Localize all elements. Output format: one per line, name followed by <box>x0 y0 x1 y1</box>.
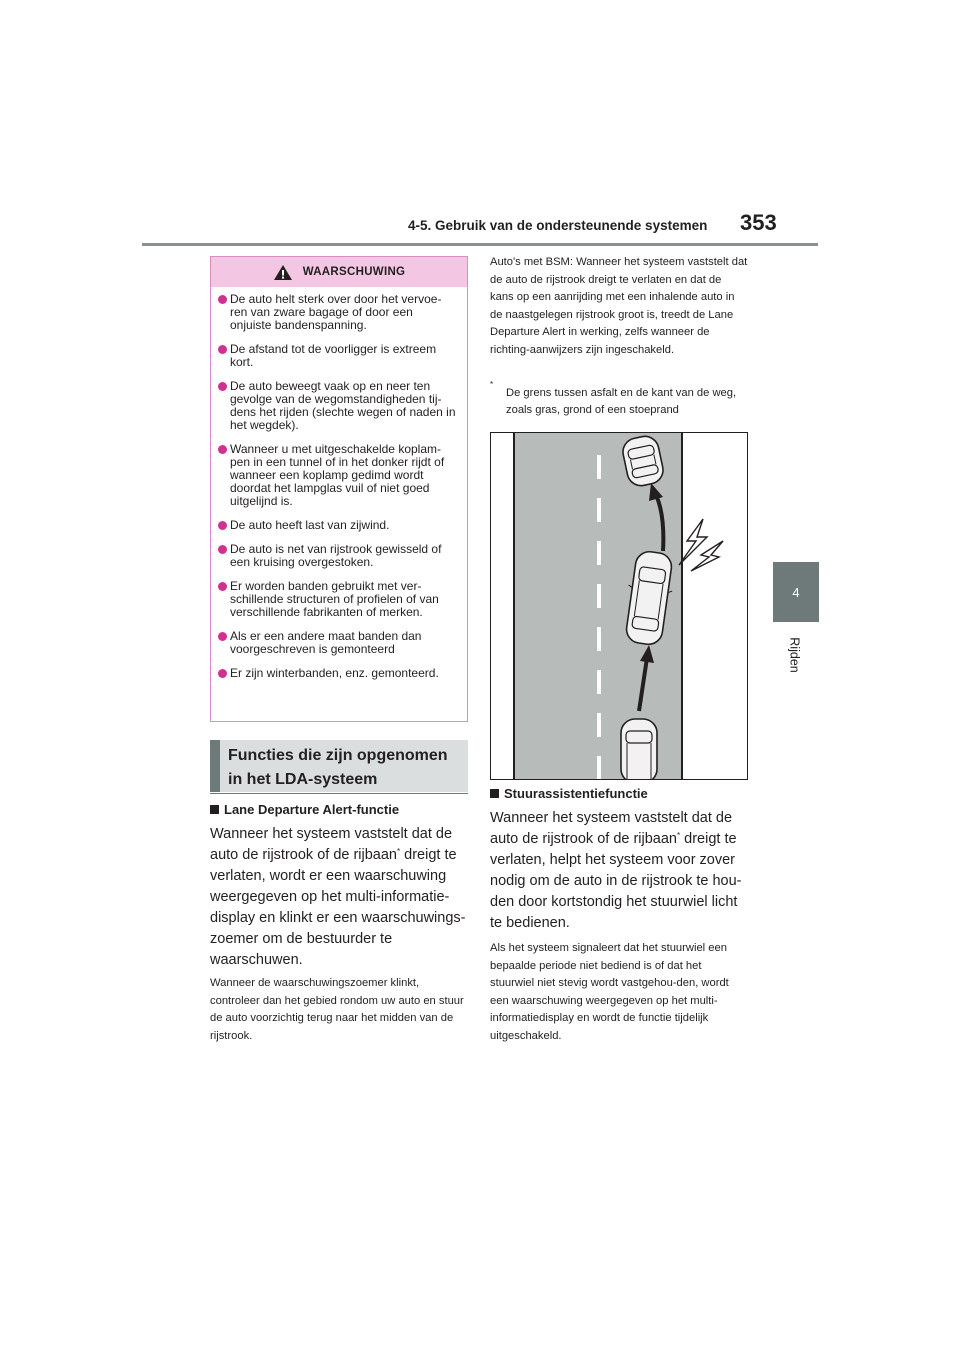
section-header: 4-5. Gebruik van de ondersteunende systemen <box>408 218 708 233</box>
chapter-tab <box>773 562 819 622</box>
steering-assist-heading: Stuurassistentiefunctie <box>490 786 648 801</box>
footnote-mark: * <box>397 847 401 856</box>
square-bullet-icon <box>490 789 499 798</box>
header-rule <box>142 243 818 246</box>
warning-item: Er worden banden gebruikt met ver-schillende structuren of profielen of van verschillende fabrikanten of merken. <box>218 580 457 619</box>
bullet-icon <box>218 521 227 530</box>
warning-item: De auto helt sterk over door het vervoe-ren van zware bagage of door een onjuiste bandenspanning. <box>218 293 457 332</box>
illustration-svg <box>491 433 748 780</box>
warning-item: Als er een andere maat banden dan voorgeschreven is gemonteerd <box>218 630 457 656</box>
warning-item: De auto is net van rijstrook gewisseld of een kruising overgestoken. <box>218 543 457 569</box>
warning-box <box>210 256 468 722</box>
chapter-title: Rijden <box>788 637 802 673</box>
page-number: 353 <box>740 210 777 235</box>
bullet-icon <box>218 669 227 678</box>
bullet-icon <box>218 445 227 454</box>
footnote: * De grens tussen asfalt en de kant van de weg, zoals gras, grond of een stoeprand <box>490 380 737 416</box>
steering-assist-body: Wanneer het systeem vaststelt dat de auto de rijstrook of de rijbaan* dreigt te verlaten, helpt het systeem voor zover nodig om de auto in de rijstrook te hou-den door kortstondig het stuurwiel licht te bedienen. <box>490 810 742 931</box>
bullet-icon <box>218 545 227 554</box>
bullet-icon <box>218 382 227 391</box>
lane-departure-heading: Lane Departure Alert-functie <box>210 802 399 817</box>
warning-header <box>211 257 467 287</box>
bsm-note: Auto's met BSM: Wanneer het systeem vaststelt dat de auto de rijstrook dreigt te verlaten en dat de kans op een aanrijding met een inhalende auto in de naastgelegen rijstrook groot is, treedt de Lane Departure Alert in werking, zelfs wanneer de richting-aanwijzers zijn ingeschakeld. <box>490 256 748 356</box>
warning-icon <box>273 264 293 281</box>
warning-list <box>211 287 467 680</box>
bullet-icon <box>218 295 227 304</box>
chapter-label <box>782 632 808 678</box>
warning-item: Er zijn winterbanden, enz. gemonteerd. <box>218 667 457 680</box>
footnote-mark: * <box>677 831 681 840</box>
section-banner <box>210 740 468 792</box>
square-bullet-icon <box>210 805 219 814</box>
section-banner-line1: Functies die zijn opgenomen <box>228 747 448 764</box>
lane-departure-note: Wanneer de waarschuwingszoemer klinkt, controleer dan het gebied rondom uw auto en stuur de auto voorzichtig terug naar het midden van de rijstrook. <box>210 977 464 1042</box>
warning-item: De afstand tot de voorligger is extreem kort. <box>218 343 457 369</box>
warning-item: Wanneer u met uitgeschakelde koplam-pen in een tunnel of in het donker rijdt of wanneer een koplamp gedimd wordt doordat het lampglas vuil of niet goed uitgelijnd is. <box>218 443 457 508</box>
bullet-icon <box>218 345 227 354</box>
warning-item: De auto beweegt vaak op en neer ten gevolge van de wegomstandigheden tij-dens het rijden (slechte wegen of naden in het wegdek). <box>218 380 457 432</box>
banner-rule <box>210 793 468 794</box>
bullet-icon <box>218 582 227 591</box>
car-icon <box>621 719 657 780</box>
steering-assist-note: Als het systeem signaleert dat het stuurwiel een bepaalde periode niet bediend is of dat het stuurwiel niet stevig wordt vastgehou-den, wordt een waarschuwing weergegeven op het multi-informatiedisplay en wordt de functie tijdelijk uitgeschakeld. <box>490 942 729 1042</box>
warning-title: WAARSCHUWING <box>302 266 406 278</box>
warning-item: De auto heeft last van zijwind. <box>218 519 457 532</box>
bullet-icon <box>218 632 227 641</box>
lane-departure-body: Wanneer het systeem vaststelt dat de auto de rijstrook of de rijbaan* dreigt te verlaten, wordt er een waarschuwing weergegeven op het multi-informatie-display en klinkt er een waarschuwings-zoemer om de bestuurder te waarschuwen. <box>210 826 466 968</box>
chapter-number: 4 <box>792 584 800 600</box>
alert-bolt-icon <box>679 519 723 571</box>
lane-departure-illustration <box>490 432 748 780</box>
section-banner-line2: in het LDA-systeem <box>228 771 378 788</box>
